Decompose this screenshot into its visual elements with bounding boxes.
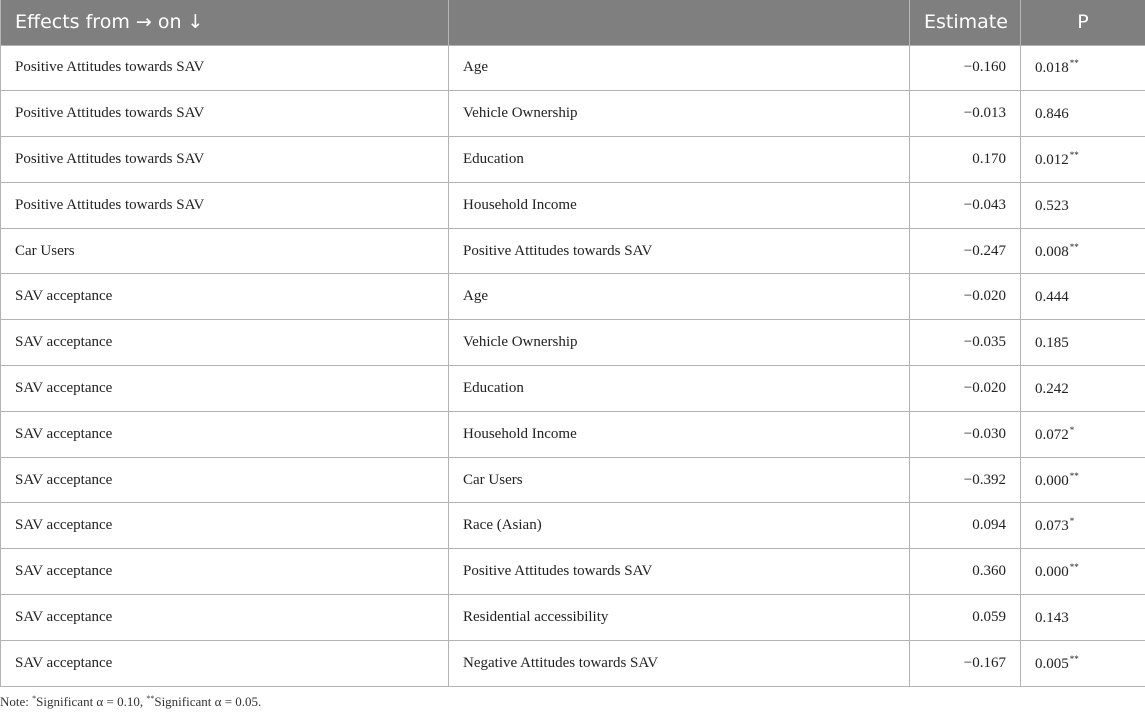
header-blank [449,0,910,45]
table-row [1,45,1145,91]
cell-on: Residential accessibility [449,595,910,641]
cell-on: Negative Attitudes towards SAV [449,640,910,686]
cell-estimate: 0.094 [910,503,1021,549]
cell-from: Positive Attitudes towards SAV [1,137,449,183]
table-row [1,182,1145,228]
p-value: 0.018 [1035,60,1069,77]
p-value: 0.072 [1035,426,1069,443]
cell-p [1021,366,1145,412]
note-mark-single: * [32,694,37,703]
cell-from: Car Users [1,228,449,274]
cell-from: SAV acceptance [1,457,449,503]
cell-p [1021,640,1145,686]
cell-estimate: 0.059 [910,595,1021,641]
cell-p [1021,91,1145,137]
cell-from: SAV acceptance [1,549,449,595]
note-text-single: Significant α = 0.10, [36,694,147,709]
p-value: 0.242 [1035,380,1069,397]
table-body [1,45,1145,686]
p-value: 0.008 [1035,243,1069,260]
cell-estimate: 0.360 [910,549,1021,595]
significance-mark: ** [1069,653,1079,664]
table-row [1,411,1145,457]
table-row [1,320,1145,366]
significance-mark: ** [1069,241,1079,252]
cell-estimate: −0.035 [910,320,1021,366]
cell-estimate: −0.013 [910,91,1021,137]
cell-on: Positive Attitudes towards SAV [449,228,910,274]
header-effects-from-on: Effects from → on ↓ [1,0,449,45]
significance-mark: ** [1069,149,1079,160]
cell-estimate: −0.020 [910,366,1021,412]
cell-from: SAV acceptance [1,274,449,320]
header-row [1,0,1145,45]
note-prefix: Note: [0,694,33,709]
cell-p [1021,503,1145,549]
table-row [1,228,1145,274]
cell-from: SAV acceptance [1,595,449,641]
header-estimate: Estimate [910,0,1021,45]
table-footnote [0,694,261,710]
p-value: 0.005 [1035,655,1069,672]
cell-p [1021,228,1145,274]
cell-p [1021,549,1145,595]
table-row [1,549,1145,595]
significance-mark: ** [1069,58,1079,69]
table-row [1,366,1145,412]
p-value: 0.444 [1035,289,1069,306]
cell-from: SAV acceptance [1,320,449,366]
cell-estimate: −0.020 [910,274,1021,320]
cell-from: SAV acceptance [1,640,449,686]
p-value: 0.846 [1035,106,1069,123]
cell-p [1021,45,1145,91]
cell-p [1021,457,1145,503]
significance-mark: ** [1069,562,1079,573]
cell-p [1021,182,1145,228]
table-row [1,91,1145,137]
cell-p [1021,274,1145,320]
cell-on: Vehicle Ownership [449,91,910,137]
p-value: 0.143 [1035,609,1069,626]
cell-p [1021,320,1145,366]
cell-from: SAV acceptance [1,503,449,549]
cell-on: Household Income [449,182,910,228]
cell-on: Race (Asian) [449,503,910,549]
cell-p [1021,411,1145,457]
table-row [1,457,1145,503]
p-value: 0.523 [1035,197,1069,214]
note-text-double: Significant α = 0.05. [154,694,262,709]
p-value: 0.012 [1035,151,1069,168]
significance-mark: ** [1069,470,1079,481]
cell-from: Positive Attitudes towards SAV [1,182,449,228]
cell-estimate: −0.160 [910,45,1021,91]
cell-from: Positive Attitudes towards SAV [1,45,449,91]
header-p: P [1021,0,1145,45]
cell-on: Household Income [449,411,910,457]
significance-mark: * [1069,516,1075,527]
cell-from: SAV acceptance [1,411,449,457]
cell-estimate: −0.043 [910,182,1021,228]
table-row [1,595,1145,641]
significance-mark: * [1069,424,1075,435]
cell-p [1021,595,1145,641]
note-mark-double: ** [146,694,155,703]
table-row [1,137,1145,183]
cell-estimate: −0.030 [910,411,1021,457]
cell-estimate: −0.167 [910,640,1021,686]
cell-from: Positive Attitudes towards SAV [1,91,449,137]
cell-p [1021,137,1145,183]
cell-on: Education [449,137,910,183]
table-row [1,274,1145,320]
cell-on: Age [449,274,910,320]
p-value: 0.000 [1035,564,1069,581]
p-value: 0.073 [1035,518,1069,535]
cell-on: Car Users [449,457,910,503]
cell-on: Education [449,366,910,412]
table-row [1,640,1145,686]
cell-from: SAV acceptance [1,366,449,412]
cell-estimate: 0.170 [910,137,1021,183]
cell-on: Age [449,45,910,91]
cell-on: Positive Attitudes towards SAV [449,549,910,595]
cell-on: Vehicle Ownership [449,320,910,366]
table-row [1,503,1145,549]
p-value: 0.185 [1035,335,1069,352]
p-value: 0.000 [1035,472,1069,489]
cell-estimate: −0.247 [910,228,1021,274]
cell-estimate: −0.392 [910,457,1021,503]
